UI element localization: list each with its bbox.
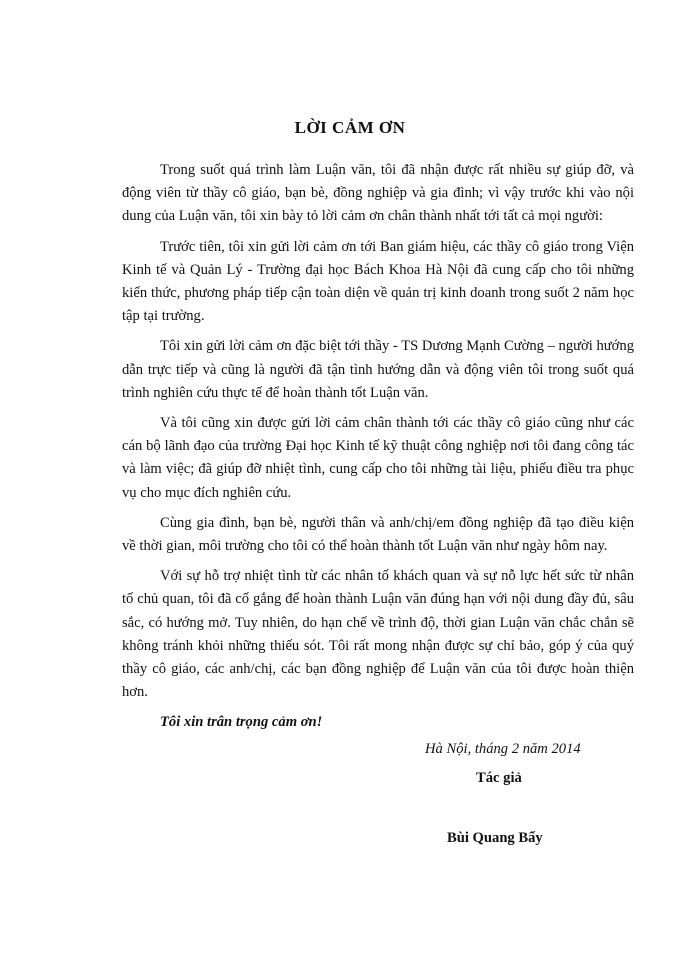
author-label: Tác giả (476, 770, 522, 786)
paragraph-family: Cùng gia đình, bạn bè, người thân và anh/chị/em đồng nghiệp đã tạo điều kiện về thời gian, môi trường cho tôi có thể hoàn thành tốt Luận văn như ngày hôm nay. (122, 514, 634, 555)
page-title: LỜI CẢM ƠN (294, 118, 406, 137)
paragraph-university: Trước tiên, tôi xin gửi lời cảm ơn tới Ban giám hiệu, các thầy cô giáo trong Viện Kinh tế và Quản Lý - Trường đại học Bách Khoa Hà Nội đã cung cấp cho tôi những kiến thức, phương pháp tiếp cận toàn diện về quản trị kinh doanh trong suốt 2 năm học tập tại trường. (122, 238, 634, 325)
paragraph-supervisor: Tôi xin gửi lời cảm ơn đặc biệt tới thầy - TS Dương Mạnh Cường – người hướng dẫn trực tiếp và cũng là người đã tận tình hướng dẫn và động viên tôi trong suốt quá trình nghiên cứu thực tế để hoàn thành tốt Luận văn. (122, 338, 634, 401)
place-date: Hà Nội, tháng 2 năm 2014 (425, 741, 581, 757)
closing-line: Tôi xin trân trọng cảm ơn! (160, 714, 323, 731)
paragraph-conclusion: Với sự hỗ trợ nhiệt tình từ các nhân tố khách quan và sự nỗ lực hết sức từ nhân tố chủ quan, tôi đã cố gắng để hoàn thành Luận văn đúng hạn với nội dung đầy đủ, sâu sắc, có hướng mở. Tuy nhiên, do hạn chế về trình độ, thời gian Luận văn chắc chắn sẽ không tránh khỏi những thiếu sót. Tôi rất mong nhận được sự chỉ bảo, góp ý của quý thầy cô giáo, các anh/chị, các bạn đồng nghiệp để Luận văn của tôi được hoàn thiện hơn. (122, 568, 634, 701)
acknowledgement-body (122, 159, 634, 742)
paragraph-colleagues: Và tôi cũng xin được gửi lời cảm chân thành tới các thầy cô giáo cũng như các cán bộ lãnh đạo của trường Đại học Kinh tế kỹ thuật công nghiệp nơi tôi đang công tác và làm việc; đã giúp đỡ nhiệt tình, cung cấp cho tôi những tài liệu, phiếu điều tra phục vụ cho mục đích nghiên cứu. (122, 415, 634, 501)
author-name: Bùi Quang Bẩy (447, 830, 543, 846)
paragraph-intro: Trong suốt quá trình làm Luận văn, tôi đã nhận được rất nhiều sự giúp đỡ, và động viên từ thầy cô giáo, bạn bè, đồng nghiệp và gia đình; vì vậy trước khi vào nội dung của Luận văn, tôi xin bày tỏ lời cảm ơn chân thành nhất tới tất cả mọi người: (122, 162, 634, 225)
